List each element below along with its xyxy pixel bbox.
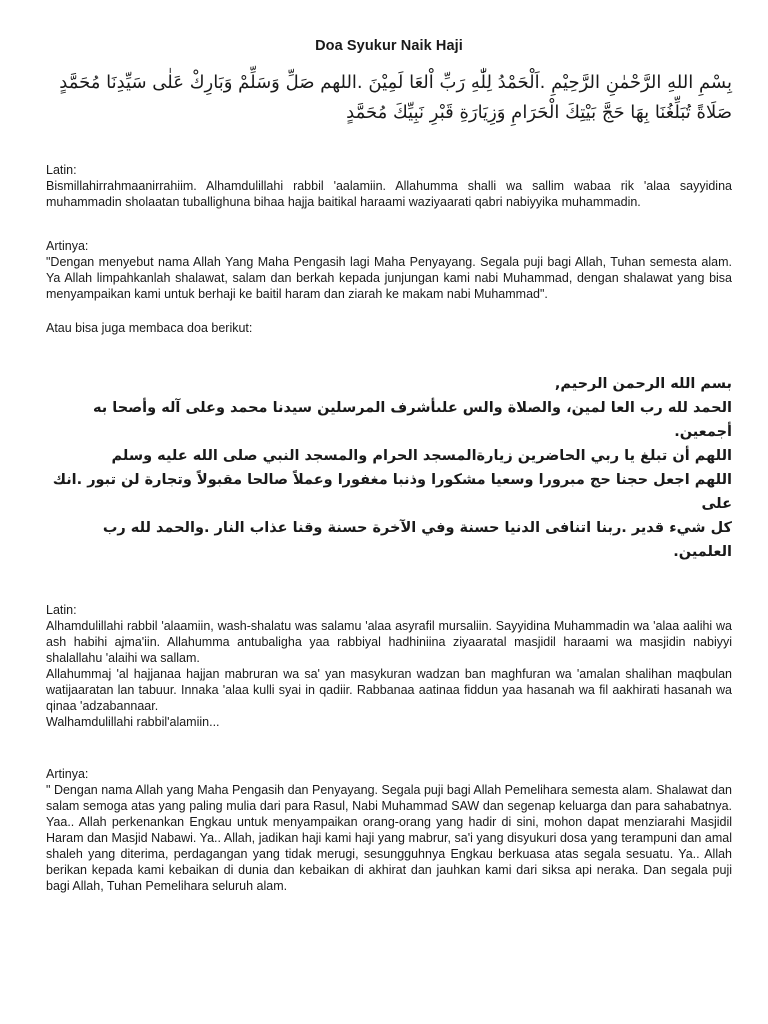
- arabic-prayer-2-line: الحمد لله رب العا لمين، والصلاة والس علىأشرف المرسلين سيدنا محمد وعلى آله وأصحا به أجمعين.: [92, 400, 732, 440]
- arabic-prayer-2-line: اللهم أن تبلغ يا ربي الحاضرين زيارةالمسجد الحرام والمسجد النبي صلى الله عليه وسلم: [111, 448, 732, 464]
- arabic-prayer-1-line: بِسْمِ اللهِ الرَّحْمٰنِ الرَّحِيْمِ .اَلْحَمْدُ لِلّٰهِ رَبِّ اْلعَا لَمِيْنَ .اللهم صَلِّ وَسَلِّمْ وَبَارِكْ عَلٰى سَيِّدِنَا مُحَمَّدٍ: [59, 72, 732, 93]
- latin-section-2: [46, 602, 732, 730]
- alternative-intro-section: [46, 320, 732, 336]
- arabic-prayer-2-line: اللهم اجعل حجنا حج مبرورا وسعيا مشكورا وذنبا مغفورا وعملاً صالحا مقبولاً وتجارة لن تبور .انك على: [52, 472, 732, 512]
- arabic-prayer-2-line: كل شيء قدير .ربنا اتنافى الدنيا حسنة وفي الآخرة حسنة وقنا عذاب النار .والحمد لله رب العلمين.: [102, 520, 732, 560]
- translation-section-2: [46, 766, 732, 894]
- document-title: Doa Syukur Naik Haji: [315, 38, 463, 54]
- translation-label: Artinya:: [46, 767, 89, 781]
- latin-text: Bismillahirrahmaanirrahiim. Alhamdulillahi rabbil 'aalamiin. Allahumma shalli wa sallim wabaa rik 'alaa sayyidina muhammadin sholaatan tuballighuna bihaa hajja baitikal haraami waziyaarati qabri nabiyyika muhammadin.: [46, 179, 732, 209]
- latin-label: Latin:: [46, 603, 77, 617]
- latin-section-1: [46, 162, 732, 210]
- latin-paragraph: Alhamdulillahi rabbil 'alaamiin, wash-shalatu was salamu 'alaa asyrafil mursaliin. Sayyidina Muhammadin wa 'alaa aalihi wa ash habihi ajma'iin. Allahumma antubaligha yaa rabbiyal hadhiniina ziyaaratal masjidil haraami wa masjidin nabiyyi shalallahu 'alaihi wa sallam.: [46, 619, 732, 665]
- arabic-prayer-2-line: بسم الله الرحمن الرحيم,: [554, 376, 732, 392]
- alternative-intro: Atau bisa juga membaca doa berikut:: [46, 321, 253, 335]
- arabic-prayer-1-line: صَلَاةً تُبَلِّغُنَا بِهَا حَجَّ بَيْتِكَ الْحَرَامِ وَزِيَارَةِ قَبْرِ نَبِيِّكَ مُحَمَّدٍ: [346, 102, 732, 123]
- document-page: [46, 38, 732, 912]
- arabic-prayer-2: [46, 372, 732, 564]
- translation-label: Artinya:: [46, 239, 89, 253]
- latin-paragraph: Walhamdulillahi rabbil'alamiin...: [46, 715, 220, 729]
- latin-paragraph: Allahummaj 'al hajjanaa hajjan mabruran wa sa' yan masykuran wadzan ban maghfuran wa 'amalan shalihan maqbulan watijaaratan lan tabuur. Innaka 'alaa kulli syai in qadiir. Rabbanaa aatinaa fiddun yaa hasanah wa fil aakhirati hasanah wa qinaa 'adzabannaar.: [46, 667, 732, 713]
- translation-text: "Dengan menyebut nama Allah Yang Maha Pengasih lagi Maha Penyayang. Segala puji bagi Allah, Tuhan semesta alam. Ya Allah limpahkanlah shalawat, salam dan berkah kepada junjungan kami nabi Muhammad, dengan shalawat yang bisa menyampaikan kami untuk berhaji ke baitil haram dan ziarah ke makam nabi Muhammad".: [46, 255, 732, 301]
- translation-text: " Dengan nama Allah yang Maha Pengasih dan Penyayang. Segala puji bagi Allah Pemelihara semesta alam. Shalawat dan salam semoga atas yang paling mulia dari para Rasul, Nabi Muhammad SAW dan segenap keluarga dan para sahabatnya. Yaa.. Allah perkenankan Engkau untuk menyampaikan orang-orang yang hadir di sini, mohon dapat menziarahi Masjidil Haram dan Masjid Nabawi. Ya.. Allah, jadikan haji kami haji yang mabrur, sa'i yang disyukuri dosa yang terampuni dan amal shaleh yang diterima, perdagangan yang tidak merugi, sesungguhnya Engkau berkuasa atas segala sesuatu. Ya.. Allah berikan kepada kami kebaikan di dunia dan kebaikan di akhirat dan jauhkan kami dari siksa api neraka. Dan segala puji bagi Allah, Tuhan Pemelihara seluruh alam.: [46, 783, 732, 893]
- latin-label: Latin:: [46, 163, 77, 177]
- translation-section-1: [46, 238, 732, 302]
- arabic-prayer-1: [46, 68, 732, 128]
